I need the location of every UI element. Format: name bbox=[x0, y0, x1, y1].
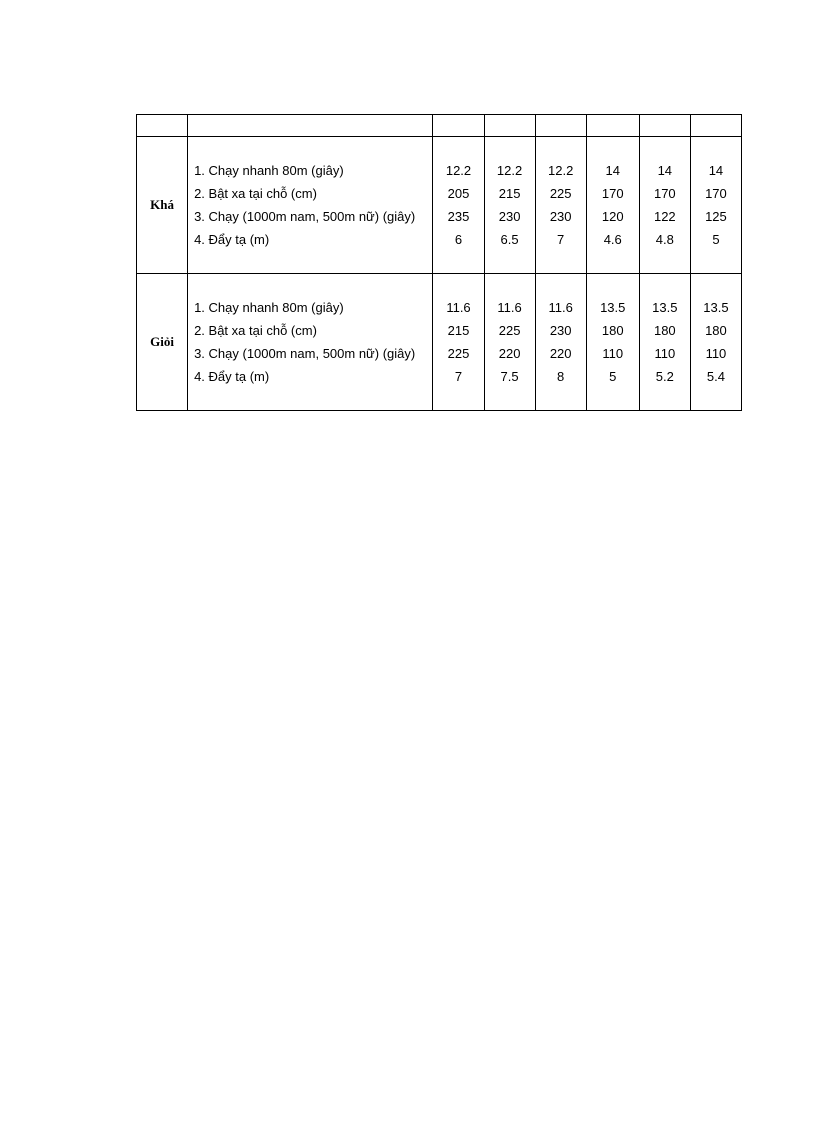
value: 12.2 bbox=[548, 163, 574, 178]
test-list-cell bbox=[188, 274, 433, 411]
test-item: 4. Đẩy tạ (m) bbox=[194, 232, 270, 247]
value: 5 bbox=[712, 232, 720, 247]
value: 14 bbox=[657, 163, 673, 178]
fitness-standards-table bbox=[136, 114, 742, 411]
value: 7 bbox=[454, 369, 463, 384]
header-cell-col-4 bbox=[586, 115, 639, 137]
value-cell-col-6 bbox=[690, 274, 741, 411]
value: 125 bbox=[705, 209, 727, 224]
value: 6 bbox=[454, 232, 463, 247]
value: 230 bbox=[549, 209, 572, 224]
value: 170 bbox=[653, 186, 676, 201]
header-cell-col-2 bbox=[484, 115, 535, 137]
band-row-kha bbox=[137, 137, 742, 274]
value-cell-col-1 bbox=[433, 274, 484, 411]
value: 13.5 bbox=[703, 300, 729, 315]
value-cell-col-3 bbox=[535, 274, 586, 411]
value: 180 bbox=[705, 323, 727, 338]
test-item: 2. Bật xa tại chỗ (cm) bbox=[194, 323, 317, 338]
test-item: 2. Bật xa tại chỗ (cm) bbox=[194, 186, 317, 201]
test-list-cell bbox=[188, 137, 433, 274]
header-cell-col-5 bbox=[639, 115, 690, 137]
value: 220 bbox=[549, 346, 572, 361]
value-cell-col-2 bbox=[484, 137, 535, 274]
value: 6.5 bbox=[500, 232, 519, 247]
value: 110 bbox=[602, 346, 624, 361]
value: 170 bbox=[601, 186, 624, 201]
header-cell-col-6 bbox=[690, 115, 741, 137]
value-cell-col-1 bbox=[433, 137, 484, 274]
header-cell-test bbox=[188, 115, 433, 137]
value: 11.6 bbox=[446, 300, 471, 315]
value: 11.6 bbox=[548, 300, 573, 315]
value: 5 bbox=[609, 369, 617, 384]
value: 110 bbox=[654, 346, 676, 361]
value: 205 bbox=[447, 186, 470, 201]
value: 7 bbox=[557, 232, 565, 247]
header-cell-col-1 bbox=[433, 115, 484, 137]
header-row bbox=[137, 115, 742, 137]
value: 220 bbox=[498, 346, 521, 361]
value: 235 bbox=[447, 209, 470, 224]
value: 14 bbox=[605, 163, 620, 178]
value: 180 bbox=[653, 323, 676, 338]
test-item: 1. Chạy nhanh 80m (giây) bbox=[194, 163, 344, 178]
value: 120 bbox=[601, 209, 624, 224]
value: 180 bbox=[601, 323, 624, 338]
value-cell-col-4 bbox=[586, 137, 639, 274]
grade-label: Khá bbox=[137, 137, 188, 274]
value: 5.2 bbox=[655, 369, 674, 384]
value-cell-col-6 bbox=[690, 137, 741, 274]
value: 5.4 bbox=[706, 369, 725, 384]
test-item: 3. Chạy (1000m nam, 500m nữ) (giây) bbox=[194, 346, 416, 361]
value-cell-col-5 bbox=[639, 137, 690, 274]
grade-label: Giỏi bbox=[137, 274, 188, 411]
value: 170 bbox=[705, 186, 727, 201]
value: 14 bbox=[708, 163, 724, 178]
value: 13.5 bbox=[652, 300, 678, 315]
value-cell-col-3 bbox=[535, 137, 586, 274]
value: 4.6 bbox=[603, 232, 622, 247]
value: 11.6 bbox=[497, 300, 522, 315]
value-cell-col-5 bbox=[639, 274, 690, 411]
header-cell-col-3 bbox=[535, 115, 586, 137]
value: 215 bbox=[498, 186, 521, 201]
value: 122 bbox=[653, 209, 676, 224]
value: 225 bbox=[549, 186, 572, 201]
test-item: 1. Chạy nhanh 80m (giây) bbox=[194, 300, 344, 315]
value: 225 bbox=[447, 346, 470, 361]
value: 225 bbox=[498, 323, 521, 338]
value-cell-col-4 bbox=[586, 274, 639, 411]
value: 12.2 bbox=[496, 163, 523, 178]
header-cell-grade bbox=[137, 115, 188, 137]
test-item: 3. Chạy (1000m nam, 500m nữ) (giây) bbox=[194, 209, 416, 224]
value: 12.2 bbox=[445, 163, 472, 178]
band-row-gioi bbox=[137, 274, 742, 411]
value: 13.5 bbox=[600, 300, 626, 315]
value: 7.5 bbox=[500, 369, 519, 384]
value: 8 bbox=[557, 369, 565, 384]
value: 110 bbox=[705, 346, 727, 361]
value: 230 bbox=[549, 323, 572, 338]
value-cell-col-2 bbox=[484, 274, 535, 411]
value: 4.8 bbox=[655, 232, 674, 247]
value: 215 bbox=[447, 323, 470, 338]
test-item: 4. Đẩy tạ (m) bbox=[194, 369, 270, 384]
value: 230 bbox=[498, 209, 521, 224]
